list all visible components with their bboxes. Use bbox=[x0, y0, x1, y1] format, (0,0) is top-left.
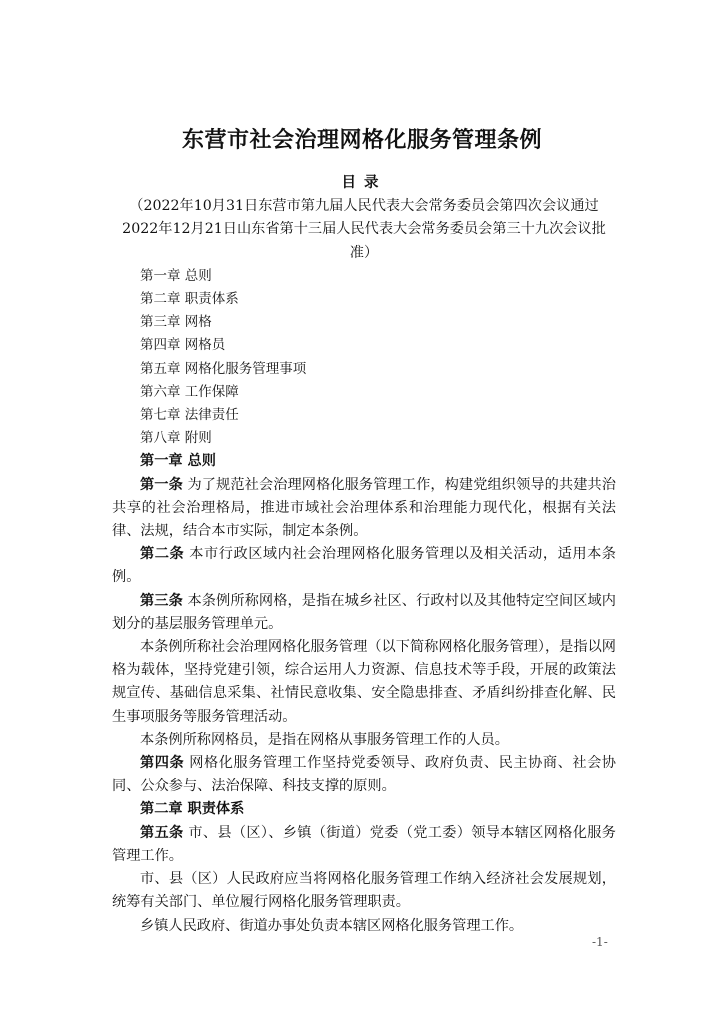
article-label: 第一条 bbox=[140, 476, 183, 493]
article-text: 网格化服务管理工作坚持党委领导、政府负责、民主协商、社会协同、公众参与、法治保障、科技支撑的原则。 bbox=[112, 755, 616, 795]
article-3-paragraph-3: 本条例所称网格员，是指在网格从事服务管理工作的人员。 bbox=[140, 731, 509, 748]
article-5-paragraph-2: 市、县（区）人民政府应当将网格化服务管理工作纳入经济社会发展规划，统筹有关部门、单位履行网格化服务管理职责。 bbox=[112, 871, 616, 911]
chapter-heading: 第二章 职责体系 bbox=[140, 801, 245, 818]
article-5 bbox=[112, 822, 616, 868]
toc-item: 第五章 网格化服务管理事项 bbox=[140, 360, 307, 377]
article-text: 本条例所称网格，是指在城乡社区、行政村以及其他特定空间区域内划分的基层服务管理单元。 bbox=[112, 592, 616, 632]
article-label: 第三条 bbox=[140, 592, 183, 609]
article-1 bbox=[112, 474, 616, 544]
article-3 bbox=[112, 590, 616, 636]
article-label: 第四条 bbox=[140, 755, 185, 772]
article-label: 第二条 bbox=[140, 546, 185, 563]
article-text: 为了规范社会治理网格化服务管理工作，构建党组织领导的共建共治共享的社会治理格局，推进市域社会治理体系和治理能力现代化，根据有关法律、法规，结合本市实际，制定本条例。 bbox=[112, 476, 616, 540]
article-2 bbox=[112, 543, 616, 589]
toc-item: 第六章 工作保障 bbox=[140, 383, 239, 400]
article-4 bbox=[112, 752, 616, 798]
article-3-paragraph-2: 本条例所称社会治理网格化服务管理（以下简称网格化服务管理），是指以网格为载体，坚持党建引领，综合运用人力资源、信息技术等手段，开展的政策法规宣传、基础信息采集、社情民意收集、安全隐患排查、矛盾纠纷排查化解、民生事项服务等服务管理活动。 bbox=[112, 639, 616, 725]
document-body bbox=[112, 172, 616, 938]
article-text: 市、县（区）、乡镇（街道）党委（党工委）领导本辖区网格化服务管理工作。 bbox=[112, 824, 616, 864]
article-label: 第五条 bbox=[140, 824, 184, 841]
toc-item: 第一章 总则 bbox=[140, 267, 212, 284]
toc-item: 第八章 附则 bbox=[140, 430, 212, 447]
toc-item: 第二章 职责体系 bbox=[140, 291, 239, 308]
document-title: 东营市社会治理网格化服务管理条例 bbox=[181, 127, 542, 153]
toc-heading: 目录 bbox=[341, 175, 387, 191]
chapter-heading: 第一章 总则 bbox=[140, 453, 216, 470]
toc-item: 第三章 网格 bbox=[140, 314, 212, 331]
article-5-paragraph-3: 乡镇人民政府、街道办事处负责本辖区网格化服务管理工作。 bbox=[140, 917, 524, 934]
toc-item: 第四章 网格员 bbox=[140, 337, 226, 354]
table-of-contents bbox=[112, 265, 616, 451]
approval-note: （2022年10月31日东营市第九届人民代表大会常务委员会第四次会议通过 2022年12月21日山东省第十三届人民代表大会常务委员会第三十九次会议批准） bbox=[122, 198, 606, 261]
article-text: 本市行政区域内社会治理网格化服务管理以及相关活动，适用本条例。 bbox=[112, 546, 616, 586]
page-number: -1- bbox=[592, 935, 608, 949]
toc-item: 第七章 法律责任 bbox=[140, 407, 239, 424]
